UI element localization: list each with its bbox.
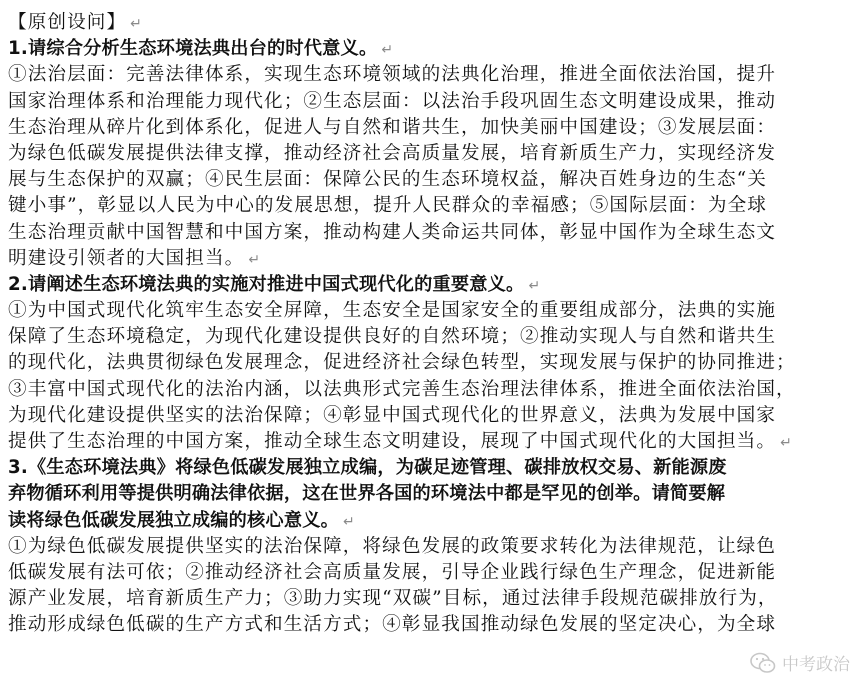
line-text: 【原创设问】 [8,12,127,33]
question-line [8,455,858,481]
text-line [8,89,858,115]
text-line [8,220,858,246]
text-line [8,246,858,272]
text-line [8,560,858,586]
text-line [8,167,858,193]
text-line [8,193,858,219]
text-line [8,141,858,167]
text-line [8,10,858,36]
question-line [8,481,858,507]
line-text: 推动形成绿色低碳的生产方式和生活方式；④彰显我国推动绿色发展的坚定决心，为全球 [8,614,777,636]
line-text: 展与生态保护的双赢；④民生层面：保障公民的生态环境权益，解决百姓身边的生态“关 [8,169,767,191]
question-line [8,508,858,534]
watermark-text: 中考政治 [782,655,850,675]
question-line [8,272,858,298]
line-text: 生态治理从碎片化到体系化，促进人与自然和谐共生，加快美丽中国建设；③发展层面： [8,116,777,138]
paragraph-return-icon: ↵ [342,513,355,530]
line-text: ①法治层面：完善法律体系，实现生态环境领域的法典化治理，推进全面依法治国，提升 [8,64,777,86]
line-text: 3.《生态环境法典》将绿色低碳发展独立成编，为碳足迹管理、碳排放权交易、新能源废 [8,457,727,479]
line-text: 为绿色低碳发展提供法律支撑，推动经济社会高质量发展，培育新质生产力，实现经济发 [8,142,777,164]
text-line [8,324,858,350]
text-line [8,586,858,612]
text-line [8,534,858,560]
question-line [8,36,858,62]
text-line [8,350,858,376]
document-body [8,10,858,639]
paragraph-return-icon: ↵ [528,277,541,294]
paragraph-return-icon: ↵ [130,16,142,32]
line-text: 2.请阐述生态环境法典的实施对推进中国式现代化的重要意义。 [8,273,525,295]
paragraph-return-icon: ↵ [381,42,394,59]
line-text: ①为中国式现代化筑牢生态安全屏障，生态安全是国家安全的重要组成部分，法典的实施 [8,300,777,322]
line-text: 读将绿色低碳发展独立成编的核心意义。 [8,509,339,531]
line-text: 保障了生态环境稳定，为现代化建设提供良好的自然环境；②推动实现人与自然和谐共生 [8,326,777,348]
text-line [8,62,858,88]
paragraph-return-icon: ↵ [780,435,792,451]
line-text: 为现代化建设提供坚实的法治保障；④彰显中国式现代化的世界意义，法典为发展中国家 [8,404,777,426]
line-text: 的现代化，法典贯彻绿色发展理念，促进经济社会绿色转型，实现发展与保护的协同推进； [8,352,796,374]
line-text: 生态治理贡献中国智慧和中国方案，推动构建人类命运共同体，彰显中国作为全球生态文 [8,221,777,243]
line-text: ③丰富中国式现代化的法治内涵，以法典形式完善生态治理法律体系，推进全面依法治国， [8,378,796,400]
line-text: 键小事”，彰显以人民为中心的发展思想，提升人民群众的幸福感；⑤国际层面：为全球 [8,195,767,217]
line-text: 低碳发展有法可依；②推动经济社会高质量发展，引导企业践行绿色生产理念，促进新能 [8,561,777,583]
line-text: 提供了生态治理的中国方案，推动全球生态文明建设，展现了中国式现代化的大国担当。 [8,431,777,452]
line-text: 明建设引领者的大国担当。 [8,247,245,269]
line-text: 源产业发展，培育新质生产力；③助力实现“双碳”目标，通过法律手段规范碳排放行为， [8,588,778,610]
text-line [8,612,858,638]
line-text: 1.请综合分析生态环境法典出台的时代意义。 [8,38,378,60]
paragraph-return-icon: ↵ [248,251,261,268]
text-line [8,377,858,403]
text-line [8,298,858,324]
watermark [750,650,850,675]
text-line [8,429,858,455]
text-line [8,403,858,429]
line-text: 弃物循环利用等提供明确法律依据，这在世界各国的环境法中都是罕见的创举。请简要解 [8,483,726,505]
line-text: ①为绿色低碳发展提供坚实的法治保障，将绿色发展的政策要求转化为法律规范，让绿色 [8,535,777,557]
line-text: 国家治理体系和治理能力现代化；②生态层面：以法治手段巩固生态文明建设成果，推动 [8,90,777,112]
text-line [8,115,858,141]
wechat-icon [750,652,776,674]
